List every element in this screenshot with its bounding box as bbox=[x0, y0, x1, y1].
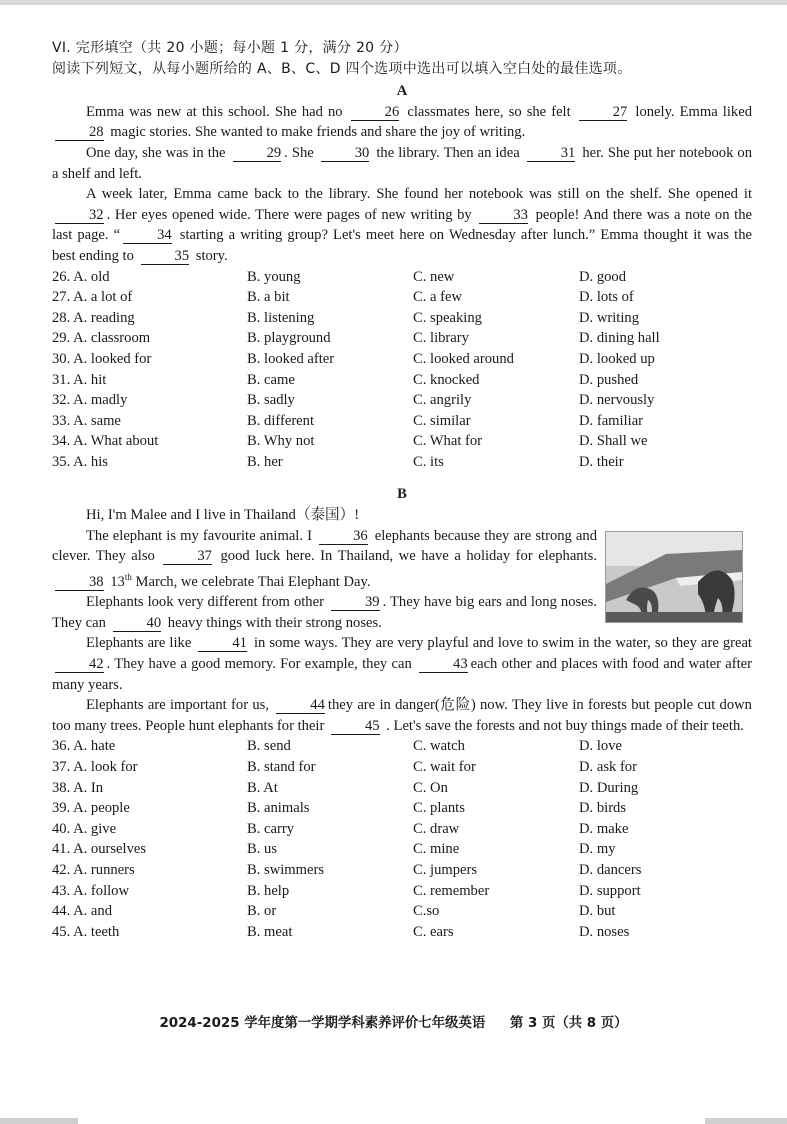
blank-37: 37 bbox=[163, 549, 212, 565]
passage-text: . Let's save the forests and not buy things made of their teeth. bbox=[382, 717, 744, 734]
blank-43: 43 bbox=[419, 657, 468, 673]
option-choice: D. my bbox=[579, 841, 616, 858]
option-choice: 26. A. old bbox=[52, 268, 110, 285]
passage-paragraph bbox=[52, 695, 752, 736]
footer-exam-title: 2024-2025 学年度第一学期学科素养评价七年级英语 bbox=[159, 1016, 486, 1031]
option-choice: 40. A. give bbox=[52, 820, 117, 837]
option-row bbox=[52, 452, 752, 473]
option-choice: 43. A. follow bbox=[52, 882, 130, 899]
option-choice: C. remember bbox=[413, 882, 490, 899]
passage-text: A week later, Emma came back to the library. She found her notebook was still on the shelf. She opened it bbox=[86, 186, 752, 203]
option-row bbox=[52, 328, 752, 349]
option-row bbox=[52, 287, 752, 308]
passage-text: story. bbox=[192, 247, 228, 264]
blank-35: 35 bbox=[141, 249, 190, 265]
option-choice: B. came bbox=[247, 371, 295, 388]
passage-text: starting a writing group? Let's meet here on Wednesday after lunch.” Emma thought it was the best ending to bbox=[52, 227, 752, 264]
option-choice: D. nervously bbox=[579, 392, 655, 409]
passage-text: 13 bbox=[106, 573, 125, 590]
part-a-passage bbox=[52, 102, 752, 267]
option-row bbox=[52, 267, 752, 288]
passage-text: lonely. Emma liked bbox=[630, 103, 752, 120]
option-choice: B. meat bbox=[247, 923, 293, 940]
option-choice: 29. A. classroom bbox=[52, 330, 151, 347]
option-choice: C. library bbox=[413, 330, 469, 347]
option-row bbox=[52, 308, 752, 329]
option-choice: C. looked around bbox=[413, 350, 514, 367]
option-choice: D. familiar bbox=[579, 412, 644, 429]
option-choice: D. love bbox=[579, 738, 622, 755]
option-choice: C. a few bbox=[413, 289, 463, 306]
option-choice: D. support bbox=[579, 882, 641, 899]
blank-41: 41 bbox=[198, 636, 247, 652]
option-choice: 32. A. madly bbox=[52, 392, 128, 409]
option-row bbox=[52, 901, 752, 922]
option-choice: B. sadly bbox=[247, 392, 295, 409]
option-choice: B. send bbox=[247, 738, 291, 755]
option-choice: C. On bbox=[413, 779, 448, 796]
blank-40: 40 bbox=[113, 616, 162, 632]
part-b-label: B bbox=[397, 486, 407, 503]
option-choice: C. draw bbox=[413, 820, 460, 837]
scan-bottom-edge-left bbox=[0, 1118, 78, 1124]
section-instruction: 阅读下列短文，从每小题所给的 A、B、C、D 四个选项中选出可以填入空白处的最佳选项。 bbox=[52, 60, 632, 77]
option-choice: B. animals bbox=[247, 800, 310, 817]
ordinal-suffix: th bbox=[124, 571, 132, 582]
part-b-intro: Hi, I'm Malee and I live in Thailand（泰国）! bbox=[86, 507, 360, 524]
option-row bbox=[52, 881, 752, 902]
option-choice: 33. A. same bbox=[52, 412, 121, 429]
option-choice: B. carry bbox=[247, 820, 295, 837]
passage-paragraph bbox=[52, 592, 597, 633]
option-choice: 35. A. his bbox=[52, 453, 108, 470]
option-row bbox=[52, 922, 752, 943]
option-choice: B. different bbox=[247, 412, 315, 429]
option-choice: D. ask for bbox=[579, 759, 637, 776]
option-choice: D. their bbox=[579, 453, 624, 470]
passage-text: One day, she was in the bbox=[86, 144, 230, 161]
blank-44: 44 bbox=[276, 698, 325, 714]
passage-text: elephants because they are strong and clever. They also bbox=[52, 527, 598, 565]
passage-paragraph bbox=[52, 633, 752, 695]
option-choice: B. stand for bbox=[247, 759, 316, 776]
option-choice: B. Why not bbox=[247, 433, 315, 450]
blank-33: 33 bbox=[479, 208, 528, 224]
option-row bbox=[52, 431, 752, 452]
option-choice: C. new bbox=[413, 268, 455, 285]
option-choice: B. help bbox=[247, 882, 290, 899]
option-choice: C. jumpers bbox=[413, 862, 478, 879]
blank-30: 30 bbox=[321, 146, 370, 162]
passage-paragraph bbox=[52, 102, 752, 143]
option-choice: 44. A. and bbox=[52, 903, 112, 920]
option-choice: D. lots of bbox=[579, 289, 634, 306]
part-a-label: A bbox=[396, 83, 408, 100]
option-choice: D. looked up bbox=[579, 350, 655, 367]
option-choice: 41. A. ourselves bbox=[52, 841, 147, 858]
elephant-photo bbox=[605, 531, 743, 623]
passage-text: Elephants are important for us, bbox=[86, 697, 274, 714]
option-row bbox=[52, 736, 752, 757]
passage-text: the library. Then an idea bbox=[372, 144, 524, 161]
passage-text: . Her eyes opened wide. There were pages of new writing by bbox=[106, 206, 477, 223]
passage-text: heavy things with their strong noses. bbox=[164, 614, 382, 631]
option-row bbox=[52, 349, 752, 370]
option-choice: 28. A. reading bbox=[52, 309, 135, 326]
option-choice: 39. A. people bbox=[52, 800, 130, 817]
option-choice: 38. A. In bbox=[52, 779, 104, 796]
passage-paragraph bbox=[52, 526, 597, 593]
option-choice: D. Shall we bbox=[579, 433, 648, 450]
option-choice: 45. A. teeth bbox=[52, 923, 120, 940]
blank-39: 39 bbox=[331, 595, 380, 611]
option-choice: C. ears bbox=[413, 923, 454, 940]
part-b-passage-block bbox=[52, 505, 752, 736]
option-choice: 42. A. runners bbox=[52, 862, 135, 879]
option-choice: 36. A. hate bbox=[52, 738, 116, 755]
blank-26: 26 bbox=[351, 105, 400, 121]
option-choice: C. similar bbox=[413, 412, 471, 429]
passage-text: magic stories. She wanted to make friends and share the joy of writing. bbox=[106, 124, 526, 141]
option-row bbox=[52, 778, 752, 799]
part-a-options bbox=[52, 267, 752, 473]
passage-text: each other and places with food and water after many years. bbox=[52, 656, 753, 693]
blank-42: 42 bbox=[55, 657, 104, 673]
blank-36: 36 bbox=[319, 529, 368, 545]
option-choice: D. good bbox=[579, 268, 627, 285]
option-row bbox=[52, 798, 752, 819]
passage-text: . They have big ears and long noses. They can bbox=[52, 594, 597, 631]
option-choice: D. noses bbox=[579, 923, 630, 940]
option-row bbox=[52, 819, 752, 840]
option-choice: D. During bbox=[579, 779, 639, 796]
option-choice: B. swimmers bbox=[247, 862, 325, 879]
option-row bbox=[52, 370, 752, 391]
option-choice: C. speaking bbox=[413, 309, 482, 326]
option-choice: D. writing bbox=[579, 309, 639, 326]
blank-29: 29 bbox=[233, 146, 282, 162]
option-choice: D. birds bbox=[579, 800, 627, 817]
option-choice: D. dancers bbox=[579, 862, 642, 879]
section-heading: VI. 完形填空（共 20 小题；每小题 1 分，满分 20 分） bbox=[52, 40, 408, 56]
option-choice: 37. A. look for bbox=[52, 759, 138, 776]
passage-text: her. She put her notebook on a shelf and left. bbox=[52, 144, 753, 182]
option-choice: C. plants bbox=[413, 800, 465, 817]
passage-text: The elephant is my favourite animal. I bbox=[86, 527, 317, 544]
option-choice: 31. A. hit bbox=[52, 371, 107, 388]
footer-page-number: 第 3 页（共 8 页） bbox=[509, 1016, 628, 1031]
scan-bottom-edge-right bbox=[705, 1118, 787, 1124]
passage-text: March, we celebrate Thai Elephant Day. bbox=[131, 573, 371, 590]
passage-text: good luck here. In Thailand, we have a holiday for elephants. bbox=[214, 548, 597, 565]
option-choice: D. pushed bbox=[579, 371, 639, 388]
option-choice: B. looked after bbox=[247, 350, 335, 367]
option-choice: C. its bbox=[413, 453, 444, 470]
option-choice: 27. A. a lot of bbox=[52, 289, 133, 306]
blank-28: 28 bbox=[55, 125, 104, 141]
option-choice: B. a bit bbox=[247, 289, 290, 306]
option-row bbox=[52, 839, 752, 860]
blank-31: 31 bbox=[527, 146, 576, 162]
option-choice: B. or bbox=[247, 903, 277, 920]
page-footer bbox=[0, 1012, 787, 1031]
passage-text: Emma was new at this school. She had no bbox=[86, 103, 348, 120]
option-choice: D. dining hall bbox=[579, 330, 660, 347]
blank-32: 32 bbox=[55, 208, 104, 224]
passage-text: Elephants are like bbox=[86, 635, 196, 652]
exam-page bbox=[52, 38, 752, 942]
scan-top-edge bbox=[0, 0, 787, 5]
option-choice: C. What for bbox=[413, 433, 483, 450]
blank-45: 45 bbox=[331, 719, 380, 735]
part-b-options bbox=[52, 736, 752, 942]
option-choice: C. wait for bbox=[413, 759, 476, 776]
option-row bbox=[52, 860, 752, 881]
option-choice: C. angrily bbox=[413, 392, 472, 409]
blank-34: 34 bbox=[123, 228, 172, 244]
option-choice: 34. A. What about bbox=[52, 433, 159, 450]
option-row bbox=[52, 411, 752, 432]
option-choice: 30. A. looked for bbox=[52, 350, 152, 367]
option-choice: D. make bbox=[579, 820, 629, 837]
passage-text: they are in danger(危险) now. They live in forests but people cut down too many trees. People hunt elephants for their bbox=[52, 697, 752, 734]
blank-27: 27 bbox=[579, 105, 628, 121]
option-choice: C.so bbox=[413, 903, 440, 920]
passage-text: classmates here, so she felt bbox=[402, 103, 576, 120]
option-choice: D. but bbox=[579, 903, 616, 920]
passage-paragraph bbox=[52, 184, 752, 266]
option-choice: B. At bbox=[247, 779, 278, 796]
option-choice: B. listening bbox=[247, 309, 315, 326]
option-choice: C. watch bbox=[413, 738, 465, 755]
option-row bbox=[52, 390, 752, 411]
option-choice: C. knocked bbox=[413, 371, 480, 388]
passage-paragraph bbox=[52, 143, 752, 184]
option-choice: B. her bbox=[247, 453, 283, 470]
option-choice: B. us bbox=[247, 841, 278, 858]
passage-text: . They have a good memory. For example, they can bbox=[106, 656, 417, 673]
passage-text: in some ways. They are very playful and love to swim in the water, so they are great bbox=[249, 635, 752, 652]
blank-38: 38 bbox=[55, 575, 104, 591]
option-choice: B. young bbox=[247, 268, 301, 285]
passage-text: Elephants look very different from other bbox=[86, 594, 328, 611]
option-choice: B. playground bbox=[247, 330, 331, 347]
option-choice: C. mine bbox=[413, 841, 460, 858]
option-row bbox=[52, 757, 752, 778]
passage-text: people! And there was a note on the last page. “ bbox=[52, 206, 752, 244]
passage-text: . She bbox=[284, 144, 318, 161]
